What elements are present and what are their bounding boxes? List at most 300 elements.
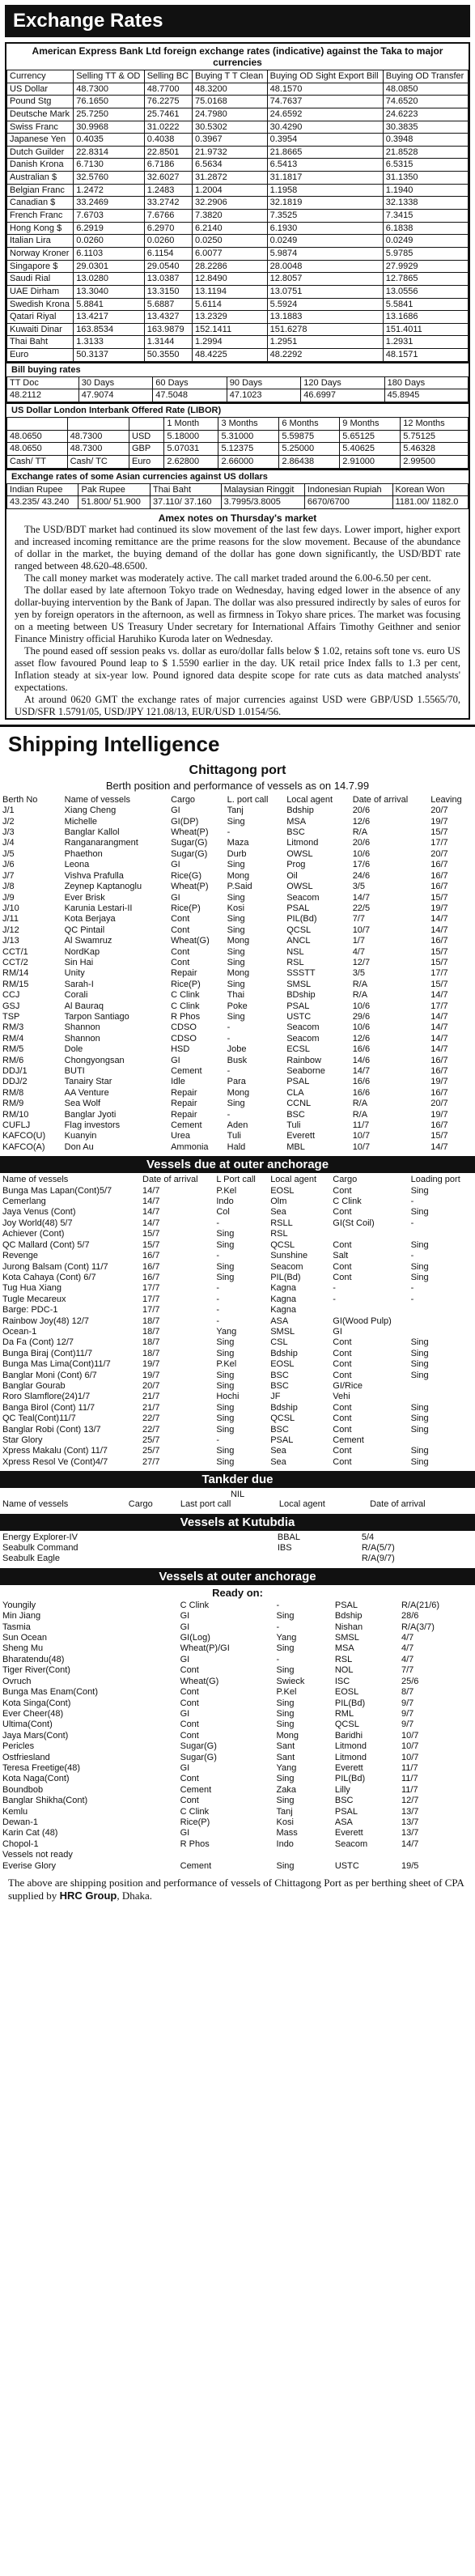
rates-cell: UAE Dirham [7, 285, 74, 298]
outer2-cell: Everett [334, 1828, 363, 1838]
kutubdia-cell: Energy Explorer-IV [2, 1532, 78, 1542]
rates-cell: 24.6592 [267, 108, 383, 121]
libor-label: US Dollar London Interbank Offered Rate (LIBOR) [6, 402, 469, 417]
berth-cell: Seacom [286, 1022, 320, 1033]
berth-cell: 15/7 [430, 892, 448, 903]
rates-cell: 25.7250 [74, 108, 144, 121]
rates-cell: 5.6114 [193, 298, 268, 311]
outer2-cell: Bdship [334, 1611, 363, 1622]
berth-cell: PSAL [286, 1077, 310, 1087]
rates-cell: 6.2919 [74, 222, 144, 235]
note-paragraph: The USD/BDT market had continued its slow movement of the last few days. Lower import, higher export and increased incoming remittance are the prime reasons for the slow movement. Because of the abundance of dollar in the market, the buying demand of the dollar has gone down significantly, the USD/BDT rate ranged between 48.620-48.6500. [15, 523, 460, 572]
berth-row [0, 860, 475, 870]
berth-cell: OWSL [286, 848, 313, 859]
berth-cell: BUTI [64, 1066, 85, 1077]
rates-row [7, 298, 469, 311]
outer2-cell: GI [180, 1708, 190, 1719]
berth-cell: RM/9 [2, 1099, 24, 1109]
berth-cell: C Clink [171, 1001, 200, 1011]
berth-cell: 14/7 [430, 1011, 448, 1022]
berth-cell: USTC [286, 1011, 312, 1022]
outer-cell: Cont [333, 1185, 352, 1196]
berth-cell: Sugar(G) [171, 838, 208, 848]
rates-cell: 74.6520 [383, 96, 468, 108]
berth-cell: 12/6 [352, 1033, 371, 1044]
libor-column-header: 3 Months [218, 418, 279, 431]
berth-cell: Repair [171, 1099, 197, 1109]
berth-row [0, 1099, 475, 1109]
berth-cell: 14/7 [430, 925, 448, 935]
libor-cell: 2.62800 [164, 455, 218, 468]
berth-cell: Cement [171, 1120, 202, 1131]
berth-cell: Sea Wolf [64, 1099, 101, 1109]
outer2-cell: Everett [334, 1762, 363, 1773]
rates-cell: 0.0249 [383, 235, 468, 248]
outer2-cell: Cement [180, 1860, 212, 1871]
outer-cell [409, 1435, 475, 1446]
outer2-cell: 10/7 [401, 1752, 419, 1762]
bill-value: 47.1023 [227, 389, 301, 402]
rates-cell: 6.2140 [193, 222, 268, 235]
outer2-cell: EOSL [334, 1687, 359, 1698]
outer-cell: Xpress Resol Ve (Cont)4/7 [2, 1456, 108, 1467]
outer2-row [0, 1796, 475, 1806]
outer2-cell: Sing [276, 1643, 295, 1654]
berth-cell: J/1 [2, 806, 15, 816]
rates-cell: 48.1571 [383, 349, 468, 362]
outer2-cell: - [276, 1622, 280, 1632]
rates-cell: 33.2742 [144, 197, 192, 210]
libor-cell: USD [129, 430, 164, 443]
rates-cell: Danish Krona [7, 159, 74, 172]
outer-cell: - [216, 1294, 220, 1304]
outer-row [0, 1305, 475, 1316]
berth-row [0, 1001, 475, 1012]
outer-column-header: Cargo [333, 1175, 358, 1185]
berth-cell: TSP [2, 1011, 20, 1022]
outer2-cell: - [276, 1654, 280, 1664]
berth-cell: 3/5 [352, 968, 365, 979]
libor-cell: GBP [129, 443, 164, 456]
berth-cell: Sarah-I [64, 979, 94, 989]
bill-column-header: 120 Days [301, 376, 384, 389]
berth-cell: CCT/2 [2, 957, 28, 967]
berth-row [0, 1120, 475, 1131]
berth-row [0, 936, 475, 946]
rates-cell: 13.1883 [267, 311, 383, 324]
outer-cell: - [410, 1283, 414, 1294]
outer2-cell: Sing [276, 1611, 295, 1622]
outer-cell: 15/7 [142, 1239, 160, 1250]
rates-row [7, 83, 469, 96]
outer-cell: EOSL [270, 1359, 295, 1370]
outer2-row [0, 1655, 475, 1665]
outer-cell: Cemerlang [2, 1197, 46, 1207]
berth-row [0, 1110, 475, 1120]
berth-cell: 16/6 [352, 1044, 371, 1055]
bill-column-header: 30 Days [78, 376, 153, 389]
berth-cell: DDJ/2 [2, 1077, 28, 1087]
outer-cell: Bdship [270, 1348, 298, 1358]
rates-cell: 13.0280 [74, 273, 144, 286]
outer2-cell: Kosi [276, 1817, 294, 1827]
bill-value: 46.6997 [301, 389, 384, 402]
outer-cell: Da Fa (Cont) 12/7 [2, 1337, 74, 1348]
berth-cell: 16/7 [430, 1066, 448, 1077]
outer-cell: SMSL [270, 1326, 295, 1337]
outer2-cell: GI(Log) [180, 1633, 210, 1643]
outer2-row [0, 1698, 475, 1709]
outer-row [0, 1218, 475, 1229]
berth-cell: Idle [171, 1077, 185, 1087]
outer-cell: Sing [410, 1456, 429, 1467]
bill-column-header: 90 Days [227, 376, 301, 389]
rates-row [7, 235, 469, 248]
berth-cell: Aden [227, 1120, 248, 1131]
berth-cell: 10/7 [352, 925, 371, 935]
libor-column-header [67, 418, 129, 431]
outer-cell: - [410, 1197, 414, 1207]
berth-cell: 19/7 [430, 1077, 448, 1087]
rates-cell: 1.3144 [144, 336, 192, 349]
berth-cell: Repair [171, 1109, 197, 1120]
outer-row [0, 1283, 475, 1294]
outer-cell: Sing [216, 1261, 235, 1272]
outer-row [0, 1435, 475, 1446]
berth-cell: Cont [171, 946, 190, 957]
berth-cell: SMSL [286, 979, 312, 989]
outer-cell: Sing [216, 1370, 235, 1380]
berth-cell: 14/7 [430, 990, 448, 1001]
berth-cell: CLA [286, 1087, 304, 1098]
outer-cell: Ocean-1 [2, 1326, 37, 1337]
berth-cell: MSA [286, 816, 307, 827]
rates-cell: 13.3150 [144, 285, 192, 298]
rates-row [7, 108, 469, 121]
outer2-cell: 9/7 [401, 1719, 414, 1730]
berth-cell: J/13 [2, 936, 19, 946]
berth-cell: Litmond [286, 838, 319, 848]
rates-cell: 32.5760 [74, 172, 144, 185]
berth-cell: RSL [286, 957, 304, 967]
rates-cell: 7.3415 [383, 210, 468, 223]
rates-cell: 1.1940 [383, 184, 468, 197]
berth-cell: 10/6 [352, 1022, 371, 1033]
outer2-cell: PSAL [334, 1600, 358, 1610]
asian-column-header: Malaysian Ringgit [221, 483, 304, 496]
outer2-cell: Mong [276, 1730, 299, 1741]
libor-column-header: 1 Month [164, 418, 218, 431]
outer-cell: Cont [333, 1402, 352, 1413]
outer-cell: - [410, 1294, 414, 1304]
berth-cell: Zeynep Kaptanoglu [64, 882, 142, 892]
outer-cell: Revenge [2, 1251, 39, 1261]
berth-cell: 15/7 [430, 957, 448, 967]
outer-cell: Cont [333, 1456, 352, 1467]
berth-cell: GSJ [2, 1001, 20, 1011]
berth-row [0, 893, 475, 903]
berth-cell: CCT/1 [2, 946, 28, 957]
berth-cell: OWSL [286, 882, 313, 892]
outer-cell: Hochi [216, 1392, 240, 1402]
rates-row [7, 349, 469, 362]
rates-cell: 48.1570 [267, 83, 383, 96]
outer2-cell: 7/7 [401, 1665, 414, 1676]
berth-cell: R/A [352, 1109, 368, 1120]
rates-cell: 0.4035 [74, 134, 144, 147]
bill-value: 47.9074 [78, 389, 153, 402]
rates-cell: 5.6887 [144, 298, 192, 311]
rates-cell: Kuwaiti Dinar [7, 323, 74, 336]
berth-cell: MBL [286, 1141, 305, 1152]
outer-cell: 17/7 [142, 1283, 160, 1294]
outer-cell: 20/7 [142, 1380, 160, 1391]
outer2-cell: Cont [180, 1665, 199, 1676]
outer-cell [409, 1327, 475, 1337]
bill-column-header: 60 Days [153, 376, 227, 389]
outer-cell: Sing [410, 1446, 429, 1456]
outer-row [0, 1392, 475, 1402]
outer-cell: Sing [216, 1413, 235, 1424]
rates-row [7, 121, 469, 134]
rates-cell: 30.4290 [267, 121, 383, 134]
rates-cell: 6.7130 [74, 159, 144, 172]
berth-cell: - [227, 1066, 231, 1077]
footer-text: The above are shipping position and performance of vessels of Chittagong Port as per berthing sheet of CPA supplied by [8, 1877, 464, 1902]
berth-cell: 20/6 [352, 806, 371, 816]
berth-cell: Sugar(G) [171, 848, 208, 859]
berth-cell: Rice(P) [171, 979, 201, 989]
rates-cell: 31.1350 [383, 172, 468, 185]
outer2-cell: 9/7 [401, 1708, 414, 1719]
outer2-cell: Sing [276, 1774, 295, 1784]
berth-cell: Al Swamruz [64, 936, 112, 946]
berth-cell: 10/7 [352, 1131, 371, 1141]
outer2-cell: 19/5 [401, 1860, 419, 1871]
outer-row [0, 1457, 475, 1468]
berth-row [0, 1056, 475, 1066]
outer2-cell: 25/6 [401, 1676, 419, 1686]
libor-cell: 2.91000 [340, 455, 401, 468]
outer-cell: - [333, 1283, 336, 1294]
outer2-row [0, 1741, 475, 1752]
berth-column-header: L. port call [227, 794, 269, 805]
berth-cell: 15/7 [430, 1131, 448, 1141]
outer-cell: 25/7 [142, 1435, 160, 1446]
outer-cell: QCSL [270, 1413, 295, 1424]
asian-value: 1181.00/ 1182.0 [392, 496, 468, 509]
berth-cell: Kota Berjaya [64, 914, 116, 925]
berth-cell: R/A [352, 827, 368, 838]
outer2-cell: Sun Ocean [2, 1633, 48, 1643]
rates-cell: 31.0222 [144, 121, 192, 134]
berth-cell: 16/7 [430, 870, 448, 881]
outer-cell: Sea [270, 1207, 286, 1218]
berth-row [0, 925, 475, 936]
asian-label: Exchange rates of some Asian currencies against US dollars [6, 469, 469, 483]
outer2-cell: 12/7 [401, 1796, 419, 1806]
outer-cell: Banglar Robi (Cont) 13/7 [2, 1424, 101, 1435]
outer-row [0, 1381, 475, 1392]
berth-row [0, 849, 475, 860]
rates-row [7, 273, 469, 286]
berth-cell: Rice(P) [171, 903, 201, 913]
rates-cell: French Franc [7, 210, 74, 223]
outer2-cell: Boundbob [2, 1784, 44, 1795]
outer2-cell: GI [180, 1828, 190, 1838]
berth-cell: 16/6 [352, 1087, 371, 1098]
berth-cell: 3/5 [352, 882, 365, 892]
outer2-cell: R Phos [180, 1838, 210, 1849]
berth-cell: Unity [64, 968, 85, 979]
outer2-cell: Sing [276, 1796, 295, 1806]
outer2-cell: - [276, 1600, 280, 1610]
berth-cell: Sing [227, 914, 245, 925]
berth-cell: CUFLJ [2, 1120, 31, 1131]
kutubdia-cell [245, 1543, 260, 1554]
outer2-row [0, 1807, 475, 1817]
outer-cell [409, 1392, 475, 1402]
berth-cell: CCJ [2, 990, 20, 1001]
outer-cell: - [216, 1251, 220, 1261]
berth-cell: Prog [286, 860, 306, 870]
berth-cell: Dole [64, 1044, 83, 1055]
outer-cell: Sing [410, 1424, 429, 1435]
rates-cell: 22.8314 [74, 146, 144, 159]
outer-row [0, 1186, 475, 1197]
rates-cell: 6.0077 [193, 247, 268, 260]
port-name: Chittagong port [189, 763, 286, 777]
berth-cell: GI [171, 1055, 180, 1065]
berth-cell: Sing [227, 892, 245, 903]
rates-row [7, 159, 469, 172]
libor-cell: 48.0650 [7, 430, 68, 443]
outer-cell: - [333, 1294, 336, 1304]
berth-cell: 17/7 [430, 1001, 448, 1011]
rates-row [7, 134, 469, 147]
outer2-cell: Rice(P) [180, 1817, 210, 1827]
rates-cell: Canadian $ [7, 197, 74, 210]
outer2-cell: Kota Singa(Cont) [2, 1698, 71, 1708]
outer2-row [0, 1785, 475, 1796]
outer2-row [0, 1611, 475, 1622]
berth-cell: AA Venture [64, 1087, 109, 1098]
outer2-cell: 28/6 [401, 1611, 419, 1622]
outer-cell: Cement [333, 1435, 364, 1446]
berth-cell: Jobe [227, 1044, 247, 1055]
outer-cell: 14/7 [142, 1207, 160, 1218]
outer2-row [0, 1753, 475, 1763]
berth-cell: 16/7 [430, 1055, 448, 1065]
berth-cell: Ever Brisk [64, 892, 105, 903]
outer-cell [409, 1316, 475, 1327]
berth-cell: Tarpon Santiago [64, 1011, 129, 1022]
rates-row [7, 285, 469, 298]
berth-cell: ANCL [286, 936, 311, 946]
rates-cell: 13.0387 [144, 273, 192, 286]
outer-cell: Cont [333, 1413, 352, 1424]
kutubdia-cell: 5/4 [361, 1532, 375, 1542]
note-paragraph: The pound eased off session peaks vs. dollar as euro/dollar falls below $ 1.02, retains soft tone vs. euro US asset flow favoured Pound leap to $ 1.5590 earlier in the day. UK retail price Index falls to 1.3 per cent, Inflation steady at six-year low. Pound ignored data despite scope for rate cuts as data matched analysts' expectations. [15, 644, 460, 693]
berth-cell: Michelle [64, 816, 98, 827]
outer-cell: Sunshine [270, 1251, 308, 1261]
berth-cell: RM/4 [2, 1033, 24, 1044]
outer-cell: 17/7 [142, 1294, 160, 1304]
outer2-cell: Tanj [276, 1806, 293, 1817]
berth-row [0, 980, 475, 990]
berth-row [0, 914, 475, 925]
outer2-cell: GI [180, 1762, 190, 1773]
berth-cell: J/9 [2, 892, 15, 903]
outer2-cell: Everise Glory [2, 1860, 57, 1871]
outer-cell: Cont [333, 1370, 352, 1380]
outer2-cell: BSC [334, 1796, 354, 1806]
outer-cell: 18/7 [142, 1337, 160, 1348]
berth-cell: Wheat(P) [171, 827, 209, 838]
libor-cell: 5.65125 [340, 430, 401, 443]
outer-row [0, 1327, 475, 1337]
rates-cell: 75.0168 [193, 96, 268, 108]
rates-cell: 0.0260 [144, 235, 192, 248]
rates-cell: Hong Kong $ [7, 222, 74, 235]
kutubdia-cell: IBS [277, 1543, 292, 1554]
outer2-cell: QCSL [334, 1719, 359, 1730]
rates-cell: 21.8665 [267, 146, 383, 159]
tanker-column-header: Last port call [180, 1499, 231, 1510]
outer-cell: P.Kel [216, 1185, 237, 1196]
outer-row [0, 1337, 475, 1348]
outer2-cell: R/A(21/6) [401, 1600, 440, 1610]
outer2-cell: Sing [276, 1719, 295, 1730]
berth-row [0, 903, 475, 914]
outer-cell: QC Teal(Cont)11/7 [2, 1413, 76, 1424]
amex-header: American Express Bank Ltd foreign exchange rates (indicative) against the Taka to major currencies [32, 45, 443, 68]
outer-cell: Sea [270, 1456, 286, 1467]
outer-cell: Sing [410, 1207, 429, 1218]
outer-cell: 21/7 [142, 1402, 160, 1413]
outer2-cell: Swieck [276, 1676, 305, 1686]
outer-cell: - [216, 1435, 220, 1446]
outer2-cell: 8/7 [401, 1687, 414, 1698]
outer-row [0, 1316, 475, 1327]
kutubdia-cell: Seabulk Eagle [2, 1554, 60, 1564]
rates-cell: 12.7865 [383, 273, 468, 286]
kutubdia-cell [261, 1543, 275, 1554]
rates-cell: 48.0850 [383, 83, 468, 96]
berth-cell: RM/8 [2, 1087, 24, 1098]
outer-cell: 14/7 [142, 1218, 160, 1228]
outer-cell: Cont [333, 1348, 352, 1358]
rates-cell: Dutch Guilder [7, 146, 74, 159]
rates-cell: 13.0556 [383, 285, 468, 298]
rates-cell: 12.8057 [267, 273, 383, 286]
berth-column-header: Local agent [286, 794, 333, 805]
berth-cell: Tanj [227, 806, 244, 816]
berth-cell: NordKap [64, 946, 100, 957]
berth-row [0, 1066, 475, 1077]
libor-cell: 5.59875 [279, 430, 340, 443]
outer-cell: EOSL [270, 1185, 295, 1196]
outer-cell: GI/Rice [333, 1380, 363, 1391]
outer-cell: 21/7 [142, 1392, 160, 1402]
berth-column-header: Cargo [171, 794, 196, 805]
asian-value: 37.110/ 37.160 [150, 496, 221, 509]
rates-cell: 0.3967 [193, 134, 268, 147]
outer2-cell: C Clink [180, 1600, 210, 1610]
outer2-cell: Cont [180, 1730, 199, 1741]
berth-cell: Wheat(G) [171, 936, 210, 946]
outer2-cell: USTC [334, 1860, 359, 1871]
